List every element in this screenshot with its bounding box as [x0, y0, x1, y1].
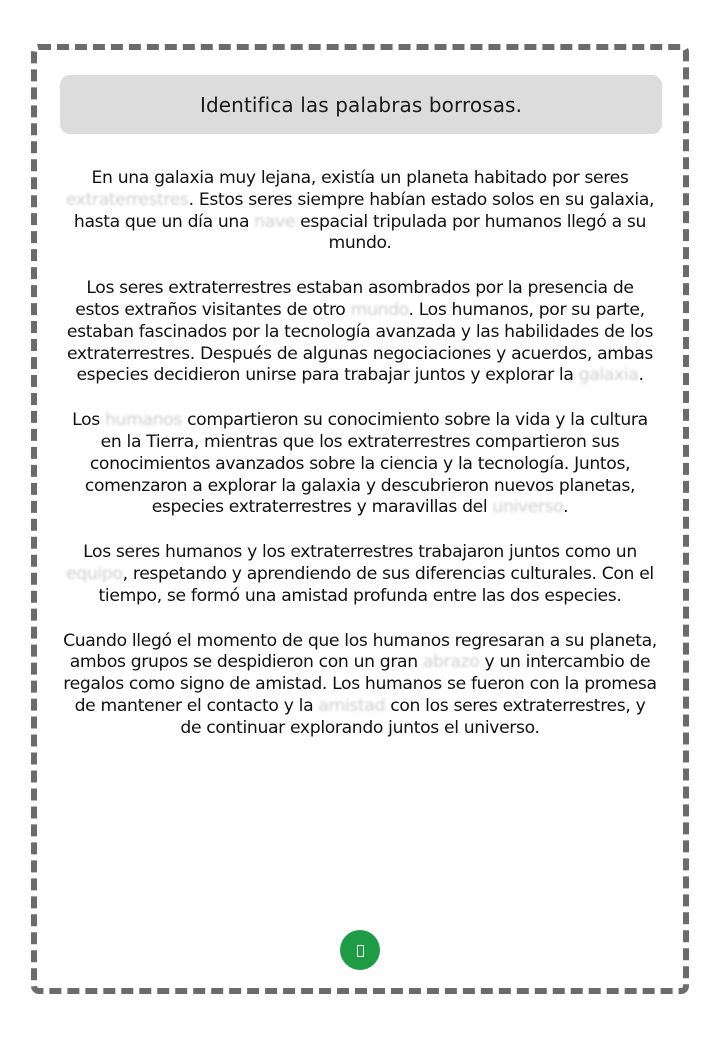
- paragraph-text: Los seres extraterrestres estaban asombrados por la presencia de estos extraños visitantes de otro: [75, 278, 634, 320]
- paragraph-text: compartieron su conocimiento sobre la vida y la cultura en la Tierra, mientras que los extraterrestres compartieron sus conocimientos avanzados sobre la ciencia y la tecnología. Juntos, comenzaron a explorar la galaxia y descubrieron nuevos planetas, especies extraterrestres y maravillas del: [84, 410, 648, 518]
- paragraph-text: . Los humanos, por su parte, estaban fascinados por la tecnología avanzada y las habilidades de los extraterrestres. Después de algunas negociaciones y acuerdos, ambas especies decidieron unirse para trabajar juntos y explorar la: [66, 299, 654, 386]
- paragraph-text: , respetando y aprendiendo de sus diferencias culturales. Con el tiempo, se formó una amistad profunda entre las dos especies.: [98, 563, 654, 606]
- paragraph-text: con los seres extraterrestres, y de continuar explorando juntos el universo.: [180, 695, 646, 738]
- blurred-word: galaxia: [578, 365, 639, 386]
- paragraph-text: . Estos seres siempre habían estado solos en su galaxia, hasta que un día una: [73, 189, 655, 232]
- paragraph-text: Cuando llegó el momento de que los humanos regresaran a su planeta, ambos grupos se despidieron con un gran: [63, 630, 657, 673]
- story-paragraph: [62, 631, 658, 740]
- blurred-word: extraterrestres: [65, 189, 189, 210]
- blurred-word: humanos: [104, 410, 182, 431]
- story-paragraph: [62, 410, 658, 519]
- paragraph-text: .: [638, 365, 644, 386]
- blurred-word: nave: [254, 211, 296, 232]
- blurred-word: universo: [492, 497, 564, 518]
- story-text: [62, 168, 658, 763]
- blurred-word: abrazo: [422, 652, 480, 673]
- paragraph-text: .: [563, 497, 569, 518]
- story-paragraph: [62, 278, 658, 387]
- story-paragraph: [62, 542, 658, 607]
- title-banner: [60, 75, 662, 134]
- paragraph-text: Los seres humanos y los extraterrestres trabajaron juntos como un: [83, 542, 637, 563]
- paragraph-text: En una galaxia muy lejana, existía un planeta habitado por seres: [91, 168, 629, 188]
- paragraph-text: espacial tripulada por humanos llegó a su mundo.: [295, 211, 647, 254]
- blurred-word: equipo: [66, 563, 123, 584]
- blurred-word: mundo: [350, 299, 409, 320]
- paragraph-text: Los: [72, 410, 105, 431]
- story-paragraph: [62, 168, 658, 255]
- paragraph-text: y un intercambio de regalos como signo de amistad. Los humanos se fueron con la promesa de mantener el contacto y la: [63, 652, 657, 716]
- logo-pencil-shape: [357, 945, 364, 957]
- pencil-logo-icon: [340, 930, 380, 970]
- blurred-word: amistad: [318, 695, 386, 716]
- worksheet-title: Identifica las palabras borrosas.: [199, 92, 523, 117]
